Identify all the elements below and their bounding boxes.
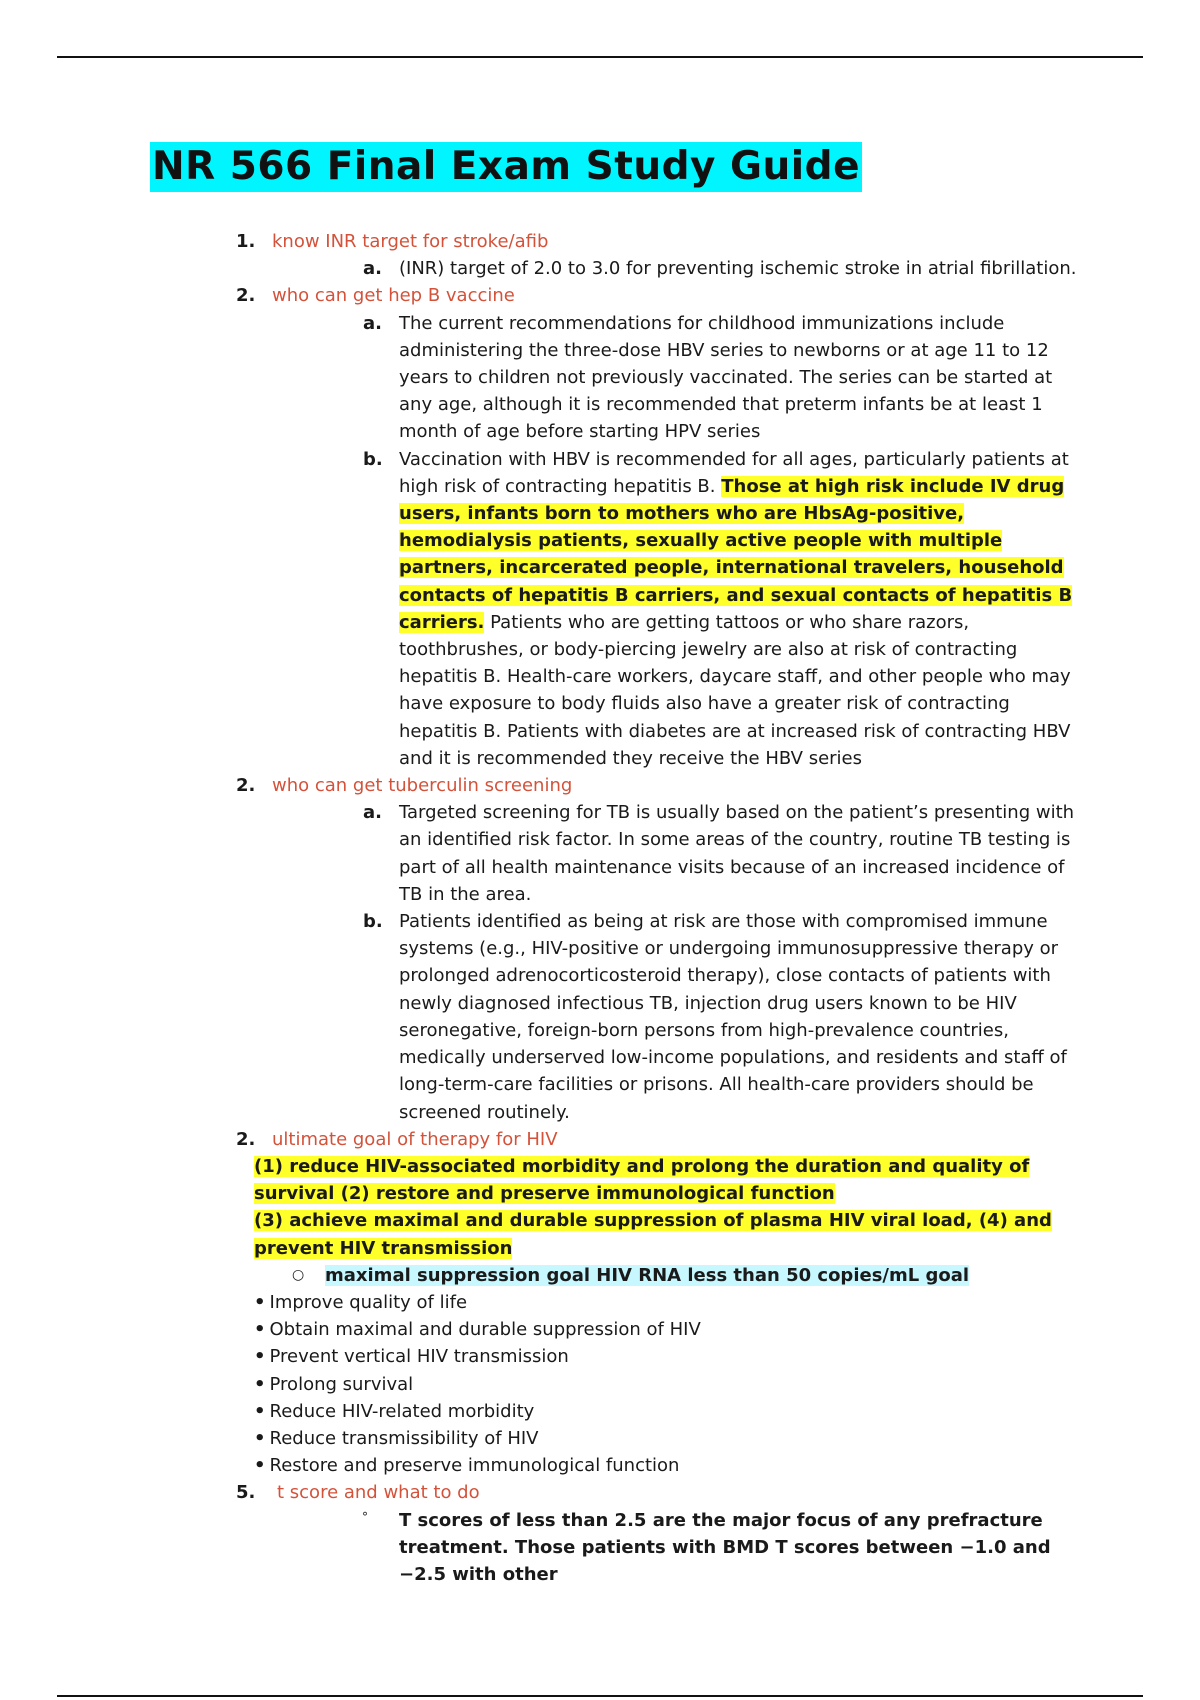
question-tb (0, 772, 1200, 799)
hiv-goals-text: (3) achieve maximal and durable suppression of plasma HIV viral load, (4) and prevent HIV transmission (254, 1210, 1052, 1259)
bullet-text: Reduce transmissibility of HIV (269, 1427, 539, 1449)
suppression-goal-text: maximal suppression goal HIV RNA less than 50 copies/mL goal (325, 1264, 970, 1286)
answer-item (0, 310, 1200, 446)
bullet-text: Restore and preserve immunological function (269, 1455, 680, 1477)
hiv-goals-line-1 (0, 1153, 1200, 1207)
bullet-text: Obtain maximal and durable suppression of HIV (269, 1319, 701, 1341)
answer-letter: a. (363, 802, 382, 824)
list-item (0, 1289, 1200, 1316)
bullet-icon: • (254, 1427, 266, 1449)
list-item (0, 1452, 1200, 1479)
hiv-suppression-goal (0, 1262, 1200, 1289)
question-inr (0, 228, 1200, 255)
bullet-icon: • (254, 1400, 266, 1422)
top-rule (57, 56, 1143, 58)
question-number: 1. (236, 231, 256, 252)
bullet-icon: • (254, 1346, 266, 1368)
bullet-icon: • (254, 1319, 266, 1341)
bullet-text: Prevent vertical HIV transmission (269, 1346, 569, 1368)
answer-highlight: Those at high risk include IV drug users, infants born to mothers who are HbsAg-positive, hemodialysis patients, sexually active people with multiple partners, incarcerated people, international travelers, household contacts of hepatitis B carriers, and sexual contacts of hepatitis B carriers. (399, 475, 1073, 633)
bullet-icon: • (254, 1373, 266, 1395)
bullet-icon: • (254, 1455, 266, 1477)
answer-letter: a. (363, 258, 382, 280)
bullet-icon: • (254, 1291, 266, 1313)
answer-text-post: Patients who are getting tattoos or who share razors, toothbrushes, or body-piercing jewelry are also at risk of contracting hepatitis B. Health-care workers, daycare staff, and other people who may have exposure to body fluids also have a greater risk of contracting hepatitis B. Patients with diabetes are at increased risk of contracting HBV and it is recommended they receive the HBV series (399, 611, 1071, 769)
question-text: who can get hep B vaccine (272, 285, 515, 307)
answer-text: Targeted screening for TB is usually based on the patient’s presenting with an identified risk factor. In some areas of the country, routine TB testing is part of all health maintenance visits because of an increased incidence of TB in the area. (399, 802, 1075, 905)
list-item (0, 1371, 1200, 1398)
question-hep-b (0, 282, 1200, 309)
bullet-text: Reduce HIV-related morbidity (269, 1400, 535, 1422)
document-body (0, 228, 1200, 1588)
answer-letter: a. (363, 312, 382, 334)
list-item (0, 1316, 1200, 1343)
answer-item (0, 908, 1200, 1126)
list-item (0, 1398, 1200, 1425)
bottom-rule (57, 1695, 1143, 1697)
circle-bullet-icon: ○ (292, 1266, 305, 1283)
answer-item (0, 799, 1200, 908)
question-hiv (0, 1126, 1200, 1153)
bullet-text: Improve quality of life (269, 1291, 468, 1313)
question-number: 2. (236, 1128, 256, 1150)
t-score-note (0, 1507, 1200, 1589)
answer-item (0, 446, 1200, 772)
answer-item (0, 255, 1200, 282)
answer-letter: b. (363, 448, 383, 470)
t-score-text: T scores of less than 2.5 are the major focus of any prefracture treatment. Those patients with BMD T scores between −1.0 and −2.5 with other (399, 1509, 1051, 1585)
bullet-text: Prolong survival (269, 1373, 414, 1395)
answer-text: The current recommendations for childhood immunizations include administering the three-dose HBV series to newborns or at age 11 to 12 years to children not previously vaccinated. The series can be started at any age, although it is recommended that preterm infants be at least 1 month of age before starting HPV series (399, 312, 1053, 443)
answer-text: (INR) target of 2.0 to 3.0 for preventing ischemic stroke in atrial fibrillation. (399, 258, 1077, 280)
question-number: 2. (236, 285, 256, 307)
list-item (0, 1425, 1200, 1452)
page-title: NR 566 Final Exam Study Guide (150, 142, 862, 192)
question-number: 2. (236, 775, 256, 797)
degree-bullet-icon: ° (362, 1509, 368, 1524)
question-number: 5. (236, 1482, 256, 1504)
question-text: t score and what to do (277, 1482, 480, 1504)
answer-text: Patients identified as being at risk are those with compromised immune systems (e.g., HIV-positive or undergoing immunosuppressive therapy or prolonged adrenocorticosteroid therapy), close contacts of patients with newly diagnosed infectious TB, injection drug users known to be HIV seronegative, foreign-born persons from high-prevalence countries, medically underserved low-income populations, and residents and staff of long-term-care facilities or prisons. All health-care providers should be screened routinely. (399, 911, 1067, 1123)
hiv-goals-line-2 (0, 1207, 1200, 1261)
answer-text-pre: Vaccination with HBV is recommended for all ages, particularly patients at high risk of contracting hepatitis B. (399, 448, 1069, 497)
answer-letter: b. (363, 911, 383, 933)
question-text: know INR target for stroke/afib (272, 231, 549, 252)
hiv-goals-text: (1) reduce HIV-associated morbidity and prolong the duration and quality of survival (2) restore and preserve immunological function (254, 1155, 1030, 1205)
list-item (0, 1343, 1200, 1370)
question-text: ultimate goal of therapy for HIV (272, 1128, 558, 1150)
question-text: who can get tuberculin screening (272, 775, 573, 797)
question-t-score (0, 1479, 1200, 1506)
